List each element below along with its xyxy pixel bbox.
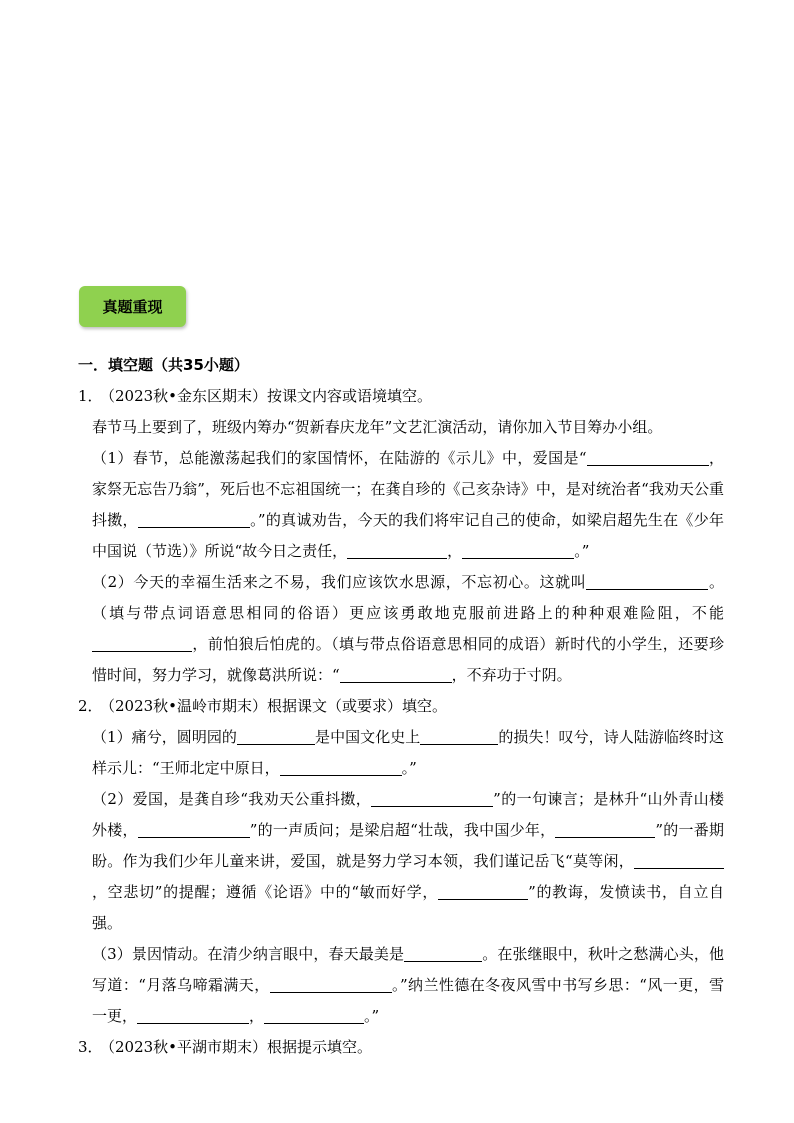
document-body: [78, 350, 724, 1063]
question-3: [78, 1032, 724, 1063]
section-title: 一．填空题（共35小题）: [78, 356, 249, 374]
text-segment: ，前怕狼后怕虎的。（填与带点俗语意思相同的成语）新时代的小学生，还要珍惜时间，努力学习，就像葛洪所说：“: [92, 635, 724, 684]
question-header: [78, 381, 724, 412]
sub-question-1: [92, 722, 724, 784]
text-segment: ”的一声质问；是梁启超“壮哉，我中国少年，: [249, 821, 556, 839]
answer-blank[interactable]: [404, 943, 482, 962]
text-segment: ，空悲切”的提醒；遵循《论语》中的“敏而好学，: [92, 883, 439, 901]
text-segment: 。”: [364, 1007, 380, 1025]
answer-blank[interactable]: [138, 819, 250, 838]
question-prompt: 按课文内容或语境填空。: [267, 387, 433, 405]
text-segment: 。”: [401, 759, 417, 777]
question-header: [78, 691, 724, 722]
answer-blank[interactable]: [137, 1005, 249, 1024]
answer-blank[interactable]: [138, 509, 250, 528]
text-segment: 是中国文化史上: [314, 728, 421, 746]
text-segment: 。（填与带点词语意思相同的俗语）更应该勇敢地克服前进路上的种种艰难险阻，不能: [92, 573, 724, 622]
answer-blank[interactable]: [340, 664, 452, 683]
text-segment: ”的一句谏言；是林升“山外青山楼外楼，: [92, 790, 724, 839]
text-segment: 。在张继眼中，秋叶之愁满心头，他写道：“月落乌啼霜满天，: [92, 945, 724, 994]
question-header: [78, 1032, 724, 1063]
text-segment: ，: [447, 542, 463, 560]
answer-blank[interactable]: [264, 1005, 364, 1024]
answer-blank[interactable]: [634, 850, 724, 869]
answer-blank[interactable]: [555, 819, 655, 838]
answer-blank[interactable]: [462, 540, 574, 559]
text-segment: 。”纳兰性德在冬夜风雪中书写乡思：“风一更，雪一更，: [92, 976, 724, 1025]
text-segment: ，: [249, 1007, 265, 1025]
answer-blank[interactable]: [420, 726, 498, 745]
text-segment: ，家祭无忘告乃翁”，死后也不忘祖国统一；在龚自珍的《己亥杂诗》中，是对统治者“我劝天公重抖擞，: [92, 449, 724, 529]
question-1: [78, 381, 724, 691]
text-segment: （2）今天的幸福生活来之不易，我们应该饮水思源，不忘初心。这就叫: [92, 573, 587, 591]
sub-question-2: [92, 784, 724, 939]
sub-question-3: [92, 939, 724, 1032]
sub-question-2: [92, 567, 724, 691]
question-2: [78, 691, 724, 1032]
text-segment: 的损失！叹兮，诗人陆游临终时这样示儿：“王师北定中原日，: [92, 728, 724, 777]
text-segment: （3）景因情动。在清少纳言眼中，春天最美是: [92, 945, 405, 963]
sub-question-1: [92, 443, 724, 567]
question-number: 2．: [78, 697, 103, 715]
text-segment: 。”的真诚劝告，今天的我们将牢记自己的使命，如梁启超先生在《少年中国说（节选）》所说“故今日之责任，: [92, 511, 724, 560]
text-segment: ，不弃功于寸阴。: [451, 666, 572, 684]
text-segment: （1）痛兮，圆明园的: [92, 728, 237, 746]
answer-blank[interactable]: [270, 974, 392, 993]
answer-blank[interactable]: [586, 571, 708, 590]
answer-blank[interactable]: [587, 447, 709, 466]
answer-blank[interactable]: [92, 633, 192, 652]
section-badge: 真题重现: [79, 286, 186, 327]
answer-blank[interactable]: [347, 540, 447, 559]
question-number: 3．: [78, 1038, 103, 1056]
answer-blank[interactable]: [237, 726, 315, 745]
answer-blank[interactable]: [280, 757, 402, 776]
answer-blank[interactable]: [438, 881, 528, 900]
question-number: 1．: [78, 387, 103, 405]
answer-blank[interactable]: [371, 788, 493, 807]
question-source: （2023秋•金东区期末）: [100, 387, 268, 405]
text-segment: （1）春节，总能激荡起我们的家国情怀，在陆游的《示儿》中，爱国是“: [92, 449, 587, 467]
text-segment: （2）爱国，是龚自珍“我劝天公重抖擞，: [92, 790, 372, 808]
text-segment: ”的教诲，发愤读书，自立自强。: [92, 883, 725, 932]
text-segment: 。”: [574, 542, 590, 560]
question-intro: 春节马上要到了，班级内筹办“贺新春庆龙年”文艺汇演活动，请你加入节目筹办小组。: [92, 418, 663, 436]
question-source: （2023秋•平湖市期末）: [100, 1038, 268, 1056]
question-prompt: 根据提示填空。: [267, 1038, 373, 1056]
question-source: （2023秋•温岭市期末）: [100, 697, 268, 715]
text-segment: ”的一番期盼。作为我们少年儿童来讲，爱国，就是努力学习本领，我们谨记岳飞“莫等闲，: [92, 821, 724, 870]
question-prompt: 根据课文（或要求）填空。: [267, 697, 448, 715]
